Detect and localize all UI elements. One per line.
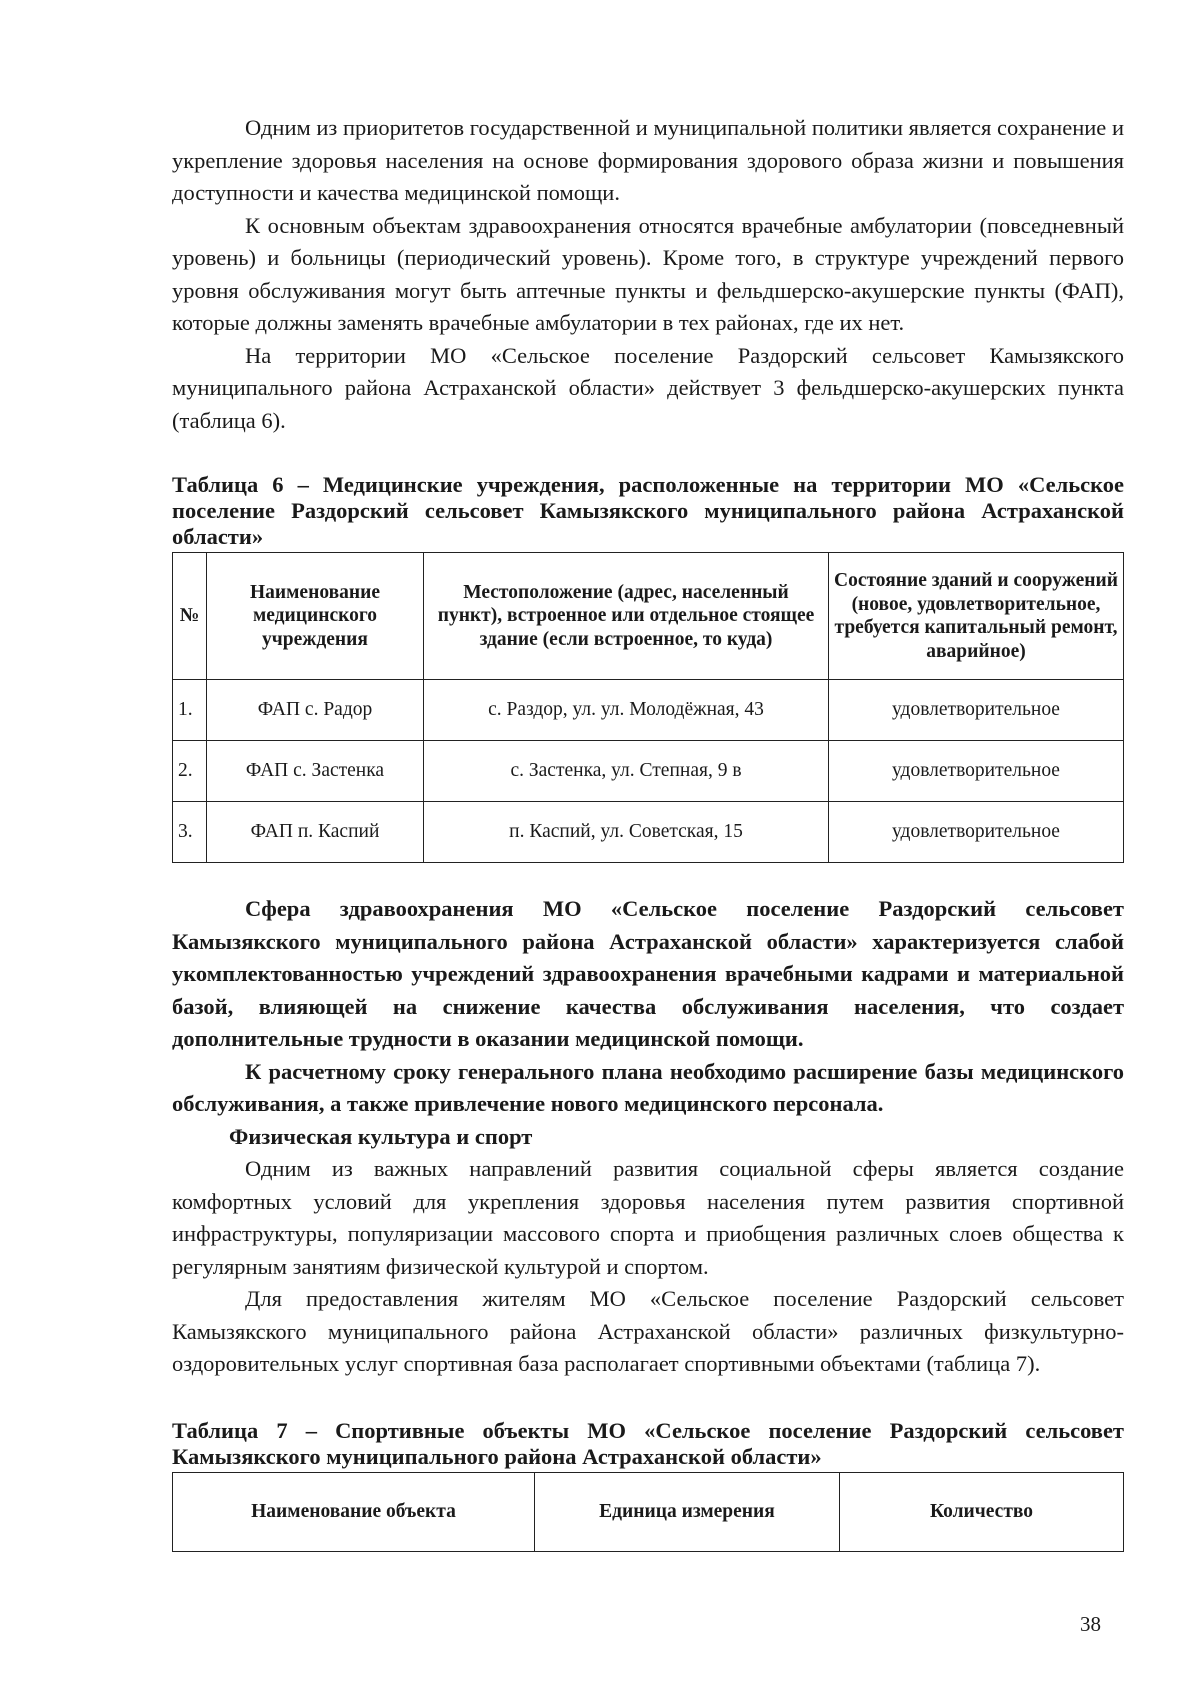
table-row (173, 680, 1124, 741)
table6-header-row (173, 553, 1124, 680)
table-row (173, 802, 1124, 863)
paragraph-priorities: Одним из приоритетов государственной и муниципальной политики является сохранение и укрепление здоровья населения на основе формирования здорового образа жизни и повышения доступности и качества медицинской помощи. (172, 115, 1124, 205)
table7-header-object: Наименование объекта (173, 1472, 535, 1551)
table7-caption: Таблица 7 – Спортивные объекты МО «Сельское поселение Раздорский сельсовет Камызякского муниципального района Астраханской области» (172, 1417, 1124, 1469)
row-name: ФАП с. Радор (207, 680, 424, 741)
row-address: с. Раздор, ул. ул. Молодёжная, 43 (424, 680, 829, 741)
row-num: 3. (173, 802, 207, 863)
row-num: 1. (173, 680, 207, 741)
paragraph-healthcare-sphere: Сфера здравоохранения МО «Сельское поселение Раздорский сельсовет Камызякского муниципального района Астраханской области» характеризуется слабой укомплектованностью учреждений здравоохранения врачебными кадрами и материальной базой, влияющей на снижение качества обслуживания населения, что создает дополнительные трудности в оказании медицинской помощи. (172, 896, 1124, 1051)
row-name: ФАП с. Застенка (207, 741, 424, 802)
table7-sport-objects (172, 1472, 1124, 1552)
table6-header-name: Наименование медицинского учреждения (207, 553, 424, 680)
table6-caption: Таблица 6 – Медицинские учреждения, расположенные на территории МО «Сельское поселение Раздорский сельсовет Камызякского муниципального района Астраханской области» (172, 472, 1124, 549)
row-num: 2. (173, 741, 207, 802)
table-row (173, 741, 1124, 802)
row-address: п. Каспий, ул. Советская, 15 (424, 802, 829, 863)
paragraph-sport-directions: Одним из важных направлений развития социальной сферы является создание комфортных условий для укрепления здоровья населения путем развития спортивной инфраструктуры, популяризации массового спорта и приобщения различных слоев общества к регулярным занятиям физической культурой и спортом. (172, 1156, 1124, 1279)
section-heading-sport: Физическая культура и спорт (229, 1123, 533, 1149)
page-number: 38 (1080, 1612, 1101, 1636)
table6-medical-institutions (172, 552, 1124, 863)
table7-header-count: Количество (840, 1472, 1124, 1551)
row-address: с. Застенка, ул. Степная, 9 в (424, 741, 829, 802)
row-name: ФАП п. Каспий (207, 802, 424, 863)
table6-header-address: Местоположение (адрес, населенный пункт), встроенное или отдельное стоящее здание (если встроенное, то куда) (424, 553, 829, 680)
row-state: удовлетворительное (829, 680, 1124, 741)
table7-header-row (173, 1472, 1124, 1551)
table6-header-num: № (173, 553, 207, 680)
table7-header-unit: Единица измерения (535, 1472, 840, 1551)
paragraph-healthcare-objects: К основным объектам здравоохранения относятся врачебные амбулатории (повседневный уровень) и больницы (периодический уровень). Кроме того, в структуре учреждений первого уровня обслуживания могут быть аптечные пункты и фельдшерско-акушерские пункты (ФАП), которые должны заменять врачебные амбулатории в тех районах, где их нет. (172, 212, 1124, 335)
document-page (172, 112, 1124, 1552)
paragraph-territory-fap: На территории МО «Сельское поселение Раздорский сельсовет Камызякского муниципального района Астраханской области» действует 3 фельдшерско-акушерских пункта (таблица 6). (172, 342, 1124, 433)
paragraph-expansion-plan: К расчетному сроку генерального плана необходимо расширение базы медицинского обслуживания, а также привлечение нового медицинского персонала. (172, 1058, 1124, 1116)
row-state: удовлетворительное (829, 741, 1124, 802)
paragraph-sport-facilities: Для предоставления жителям МО «Сельское поселение Раздорский сельсовет Камызякского муниципального района Астраханской области» различных физкультурно-оздоровительных услуг спортивная база располагает спортивными объектами (таблица 7). (172, 1286, 1124, 1376)
table6-header-state: Состояние зданий и сооружений (новое, удовлетворительное, требуется капитальный ремонт, аварийное) (829, 553, 1124, 680)
row-state: удовлетворительное (829, 802, 1124, 863)
